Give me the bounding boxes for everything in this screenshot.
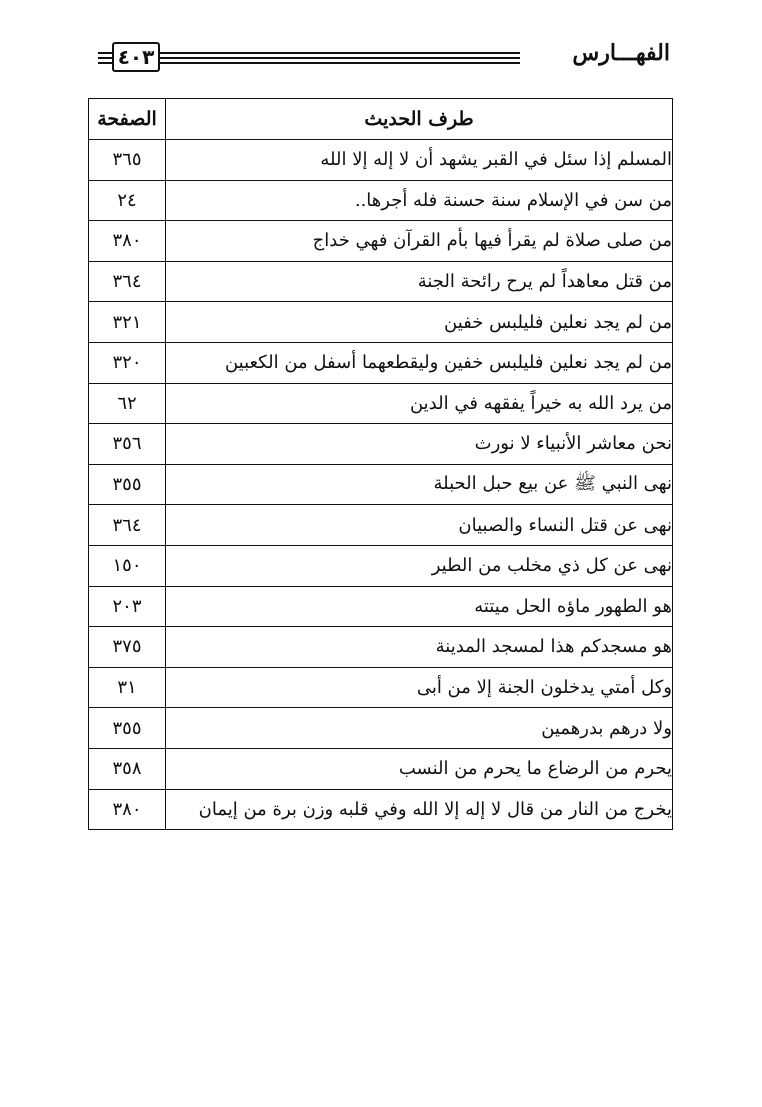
hadith-text: من لم يجد نعلين فليلبس خفين وليقطعهما أسفل من الكعبين bbox=[166, 342, 673, 383]
table-row bbox=[89, 505, 673, 546]
page-reference: ٣٥٨ bbox=[89, 748, 166, 789]
table-row bbox=[89, 545, 673, 586]
hadith-text: يخرج من النار من قال لا إله إلا الله وفي قلبه وزن برة من إيمان bbox=[166, 789, 673, 830]
hadith-text: نحن معاشر الأنبياء لا نورث bbox=[166, 424, 673, 465]
hadith-text: من قتل معاهداً لم يرح رائحة الجنة bbox=[166, 261, 673, 302]
section-title: الفهـــارس bbox=[572, 40, 670, 66]
hadith-text: هو مسجدكم هذا لمسجد المدينة bbox=[166, 627, 673, 668]
hadith-text: المسلم إذا سئل في القبر يشهد أن لا إله إلا الله bbox=[166, 140, 673, 181]
table-row bbox=[89, 667, 673, 708]
page-reference: ٦٢ bbox=[89, 383, 166, 424]
table-row bbox=[89, 180, 673, 221]
page-reference: ٢٠٣ bbox=[89, 586, 166, 627]
table-header-row bbox=[89, 99, 673, 140]
header-rule bbox=[158, 62, 520, 64]
page-reference: ٣٥٥ bbox=[89, 708, 166, 749]
hadith-text: نهى النبي ﷺ عن بيع حبل الحبلة bbox=[166, 464, 673, 505]
hadith-text: نهى عن كل ذي مخلب من الطير bbox=[166, 545, 673, 586]
table-body bbox=[89, 140, 673, 830]
table-row bbox=[89, 748, 673, 789]
page-reference: ٣٦٥ bbox=[89, 140, 166, 181]
page-reference: ٣١ bbox=[89, 667, 166, 708]
table-row bbox=[89, 708, 673, 749]
page-reference: ٣٢١ bbox=[89, 302, 166, 343]
hadith-text: من يرد الله به خيراً يفقهه في الدين bbox=[166, 383, 673, 424]
hadith-text: من صلى صلاة لم يقرأ فيها بأم القرآن فهي خداج bbox=[166, 221, 673, 262]
header-rule bbox=[98, 62, 112, 64]
page-number: ٤٠٣ bbox=[112, 42, 160, 72]
hadith-text: ولا درهم بدرهمين bbox=[166, 708, 673, 749]
page-reference: ٣٥٥ bbox=[89, 464, 166, 505]
hadith-text: هو الطهور ماؤه الحل ميتته bbox=[166, 586, 673, 627]
header-rule bbox=[98, 57, 112, 59]
hadith-text: نهى عن قتل النساء والصبيان bbox=[166, 505, 673, 546]
table-row bbox=[89, 383, 673, 424]
hadith-text: من سن في الإسلام سنة حسنة فله أجرها.. bbox=[166, 180, 673, 221]
page-reference: ٣٢٠ bbox=[89, 342, 166, 383]
page-reference: ١٥٠ bbox=[89, 545, 166, 586]
table-row bbox=[89, 342, 673, 383]
page-reference: ٣٦٤ bbox=[89, 505, 166, 546]
page-header bbox=[98, 38, 670, 78]
page-reference: ٣٥٦ bbox=[89, 424, 166, 465]
header-rule bbox=[98, 52, 112, 54]
page-reference: ٣٨٠ bbox=[89, 789, 166, 830]
table-row bbox=[89, 586, 673, 627]
table-row bbox=[89, 221, 673, 262]
page-reference: ٣٧٥ bbox=[89, 627, 166, 668]
hadith-index-table bbox=[88, 98, 673, 830]
page-reference: ٣٦٤ bbox=[89, 261, 166, 302]
page-reference: ٢٤ bbox=[89, 180, 166, 221]
column-header-page: الصفحة bbox=[89, 99, 166, 140]
hadith-text: يحرم من الرضاع ما يحرم من النسب bbox=[166, 748, 673, 789]
hadith-text: من لم يجد نعلين فليلبس خفين bbox=[166, 302, 673, 343]
header-rule bbox=[158, 52, 520, 54]
page-reference: ٣٨٠ bbox=[89, 221, 166, 262]
header-rule bbox=[158, 57, 520, 59]
table-row bbox=[89, 627, 673, 668]
table-row bbox=[89, 424, 673, 465]
column-header-hadith: طرف الحديث bbox=[166, 99, 673, 140]
table-row bbox=[89, 140, 673, 181]
table-row bbox=[89, 464, 673, 505]
table-row bbox=[89, 261, 673, 302]
hadith-text: وكل أمتي يدخلون الجنة إلا من أبى bbox=[166, 667, 673, 708]
table-row bbox=[89, 302, 673, 343]
table-row bbox=[89, 789, 673, 830]
